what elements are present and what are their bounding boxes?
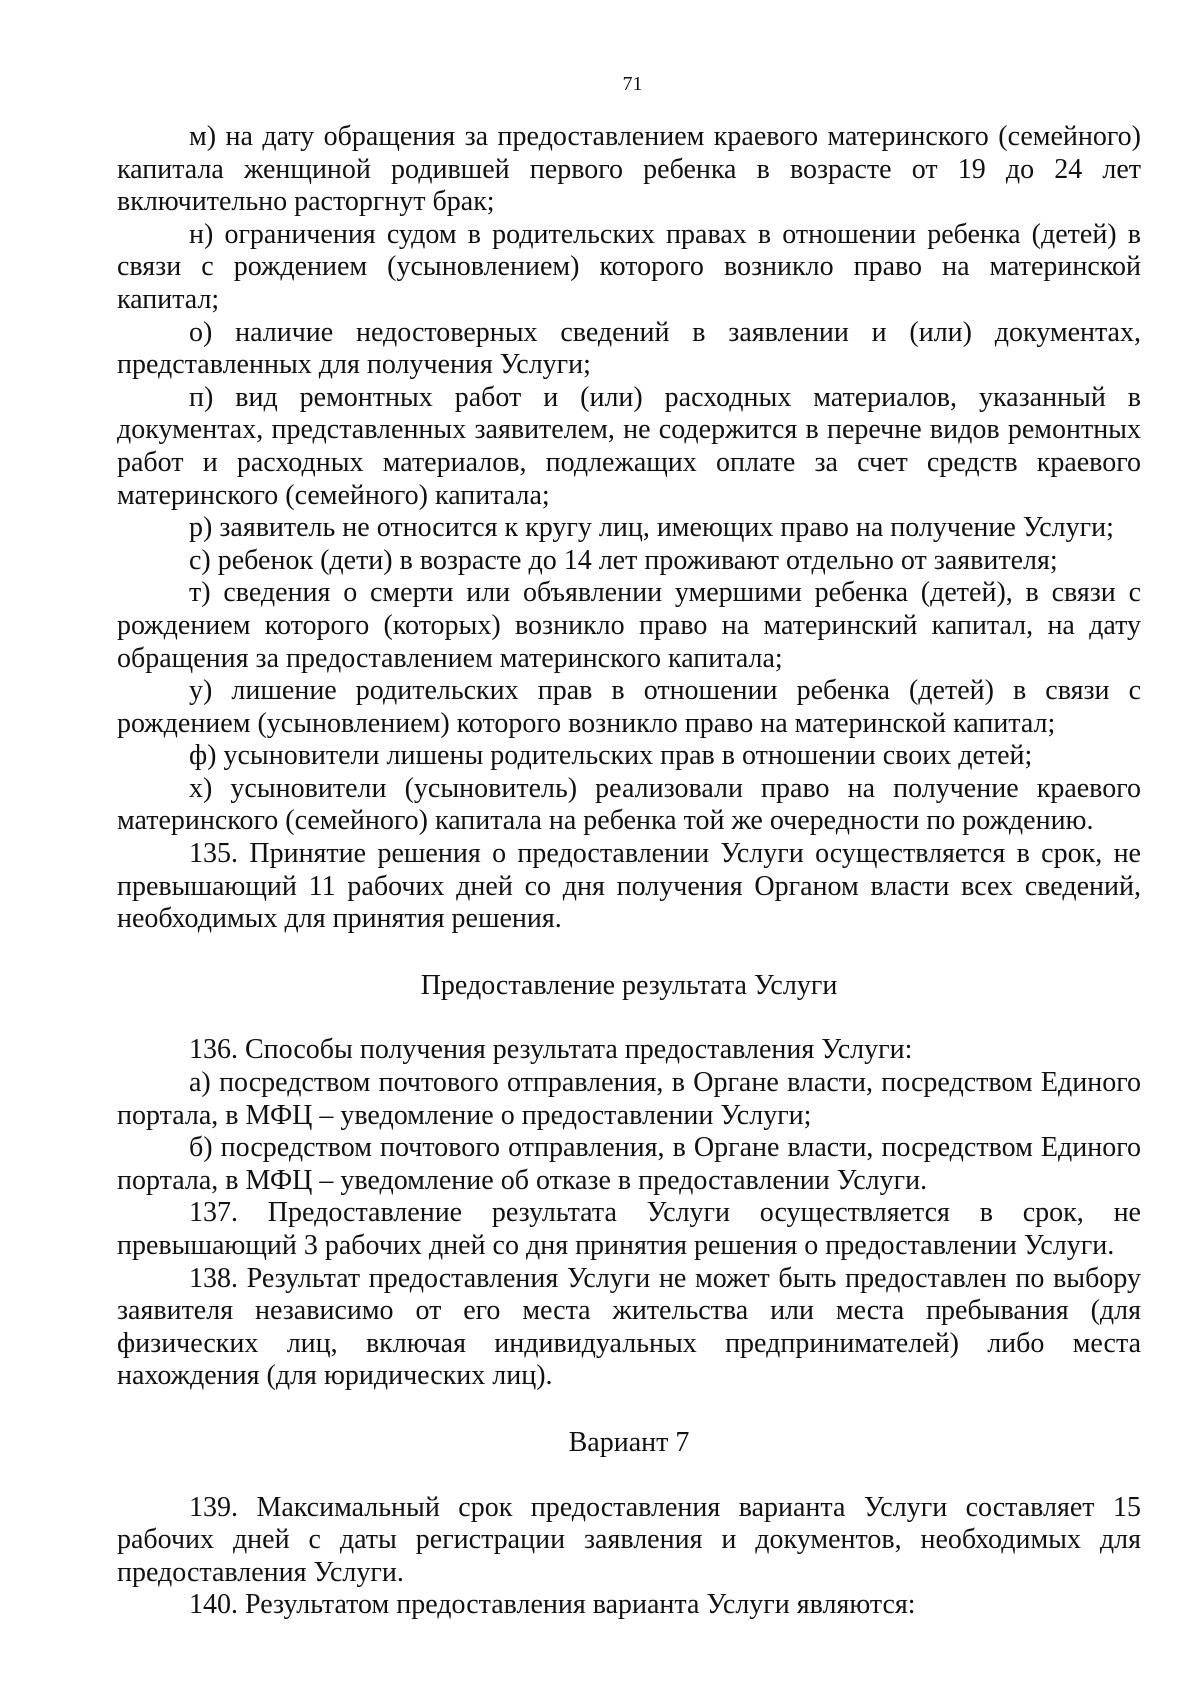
paragraph-item-t: т) сведения о смерти или объявлении умершими ребенка (детей), в связи с рождением которого (которых) возникло право на материнский капитал, на дату обращения за предоставлением материнского капитала;: [117, 577, 1141, 674]
paragraph-139: 139. Максимальный срок предоставления варианта Услуги составляет 15 рабочих дней с даты регистрации заявления и документов, необходимых для предоставления Услуги.: [117, 1491, 1141, 1588]
paragraph-item-u: у) лишение родительских прав в отношении ребенка (детей) в связи с рождением (усыновлением) которого возникло право на материнской капитал;: [117, 675, 1141, 739]
spacer: [117, 936, 1141, 970]
section-heading-result: Предоставление результата Услуги: [420, 969, 838, 1001]
paragraph-item-p: п) вид ремонтных работ и (или) расходных материалов, указанный в документах, представленных заявителем, не содержится в перечне видов ремонтных работ и расходных материалов, подлежащих оплате за счет средств краевого материнского (семейного) капитала;: [117, 381, 1141, 511]
section-heading-variant: Вариант 7: [568, 1426, 690, 1458]
paragraph-135: 135. Принятие решения о предоставлении Услуги осуществляется в срок, не превышающий 11 рабочих дней со дня получения Органом власти всех сведений, необходимых для принятия решения.: [117, 838, 1141, 935]
paragraph-item-s: с) ребенок (дети) в возрасте до 14 лет проживают отдельно от заявителя;: [189, 544, 1058, 576]
paragraph-item-o: о) наличие недостоверных сведений в заявлении и (или) документах, представленных для получения Услуги;: [117, 316, 1141, 381]
paragraph-136-b: б) посредством почтового отправления, в Органе власти, посредством Единого портала, в МФЦ – уведомление об отказе в предоставлении Услуги.: [117, 1132, 1141, 1196]
paragraph-item-f: ф) усыновители лишены родительских прав в отношении своих детей;: [189, 740, 1033, 772]
paragraph-item-n: н) ограничения судом в родительских правах в отношении ребенка (детей) в связи с рождением (усыновлением) которого возникло право на материнской капитал;: [117, 218, 1141, 315]
paragraph-item-m: м) на дату обращения за предоставлением краевого материнского (семейного) капитала женщиной родившей первого ребенка в возрасте от 19 до 24 лет включительно расторгнут брак;: [117, 121, 1141, 218]
spacer: [117, 1460, 1141, 1492]
paragraph-item-kh: х) усыновители (усыновитель) реализовали право на получение краевого материнского (семейного) капитала на ребенка той же очередности по рождению.: [117, 772, 1141, 837]
document-body: [117, 121, 1141, 1622]
paragraph-138: 138. Результат предоставления Услуги не может быть предоставлен по выбору заявителя независимо от его места жительства или места пребывания (для физических лиц, включая индивидуальных предпринимателей) либо места нахождения (для юридических лиц).: [117, 1262, 1141, 1392]
spacer: [117, 1002, 1141, 1034]
page-number: 71: [622, 73, 643, 95]
paragraph-140: 140. Результатом предоставления варианта Услуги являются:: [189, 1589, 916, 1621]
paragraph-item-r: р) заявитель не относится к кругу лиц, имеющих право на получение Услуги;: [189, 512, 1114, 544]
paragraph-137: 137. Предоставление результата Услуги осуществляется в срок, не превышающий 3 рабочих дней со дня принятия решения о предоставлении Услуги.: [117, 1197, 1141, 1261]
paragraph-136-a: а) посредством почтового отправления, в Органе власти, посредством Единого портала, в МФЦ – уведомление о предоставлении Услуги;: [117, 1067, 1141, 1131]
spacer: [117, 1393, 1141, 1427]
paragraph-136: 136. Способы получения результата предоставления Услуги:: [189, 1034, 913, 1066]
